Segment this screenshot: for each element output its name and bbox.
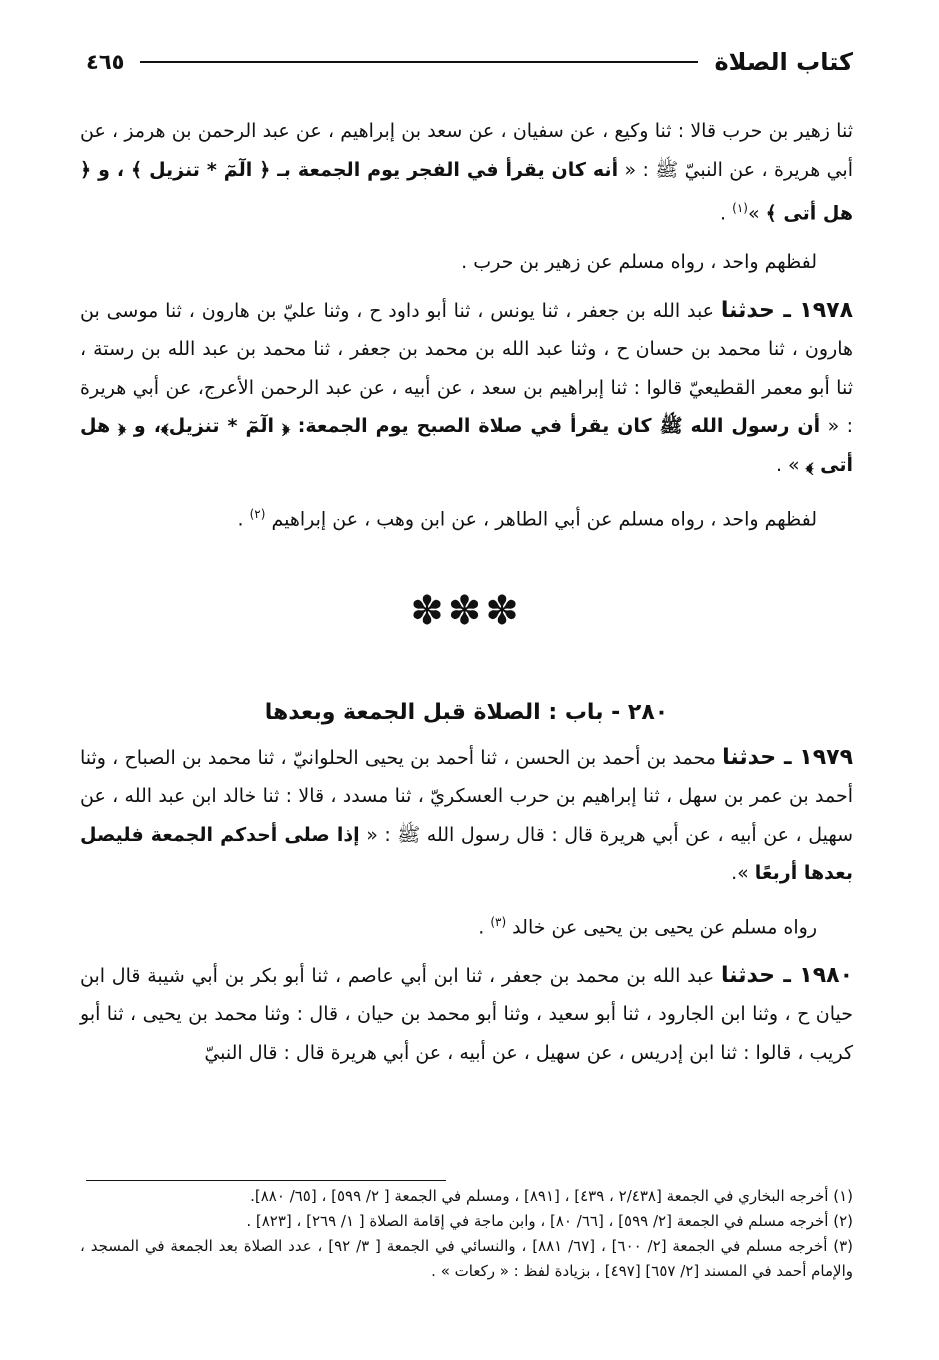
footnote-3: (٣) أخرجه مسلم في الجمعة [٢/ ٦٠٠] ، [٦٧/ ٨٨١] ، والنسائي في الجمعة [ ٣/ ٩٢] ، عدد الصلاة بعد الجمعة في المسجد ، والإمام أحمد في المسند [٢/ ٦٥٧] [٤٩٧] ، بزيادة لفظ : « ركعات » . — [80, 1237, 854, 1280]
commentary-text: لفظهم واحد ، رواه مسلم عن أبي الطاهر ، عن ابن وهب ، عن إبراهيم — [265, 508, 817, 530]
running-title: كتاب الصلاة — [714, 48, 853, 76]
commentary-text: رواه مسلم عن يحيى بن يحيى عن خالد — [506, 916, 817, 939]
footnote-ref-1[interactable]: (١) — [732, 201, 748, 216]
quote-close: » — [747, 202, 766, 225]
header-rule — [140, 61, 698, 63]
quote-close: » . — [775, 454, 806, 477]
footnote-1: (١) أخرجه البخاري في الجمعة [٢/٤٣٨ ، ٤٣٩] ، [٨٩١] ، ومسلم في الجمعة [ ٢/ ٥٩٩] ، [٦٥/ ٨٨٠]. — [250, 1187, 853, 1205]
main-text — [80, 112, 853, 1073]
sentence-end: . — [720, 202, 733, 225]
hadith-1980 — [80, 957, 853, 1073]
chain-text: عبد الله بن محمد بن جعفر ، ثنا ابن أبي عاصم ، ثنا أبو بكر بن أبي شيبة قال ابن حيان ح ، وثنا ابن الجارود ، ثنا أبو سعيد ، وثنا أبو محمد بن حيان ، قال : وثنا محمد بن يحيى ، ثنا أبو كريب ، قالوا : ثنا ابن إدريس ، عن سهيل ، عن أبيه ، عن أبي هريرة قال : قال النبيّ — [80, 964, 853, 1065]
page-header — [86, 42, 853, 82]
footnote-ref-2[interactable]: (٢) — [249, 506, 266, 521]
footnote-ref-3[interactable]: (٣) — [490, 914, 507, 929]
page-number: ٤٦٥ — [86, 50, 125, 74]
commentary-1: لفظهم واحد ، رواه مسلم عن زهير بن حرب . — [461, 251, 817, 274]
commentary-2 — [80, 495, 853, 539]
sentence-end: . — [478, 916, 491, 939]
sentence-end: . — [237, 508, 250, 530]
hadith-matn: إذا صلى أحدكم الجمعة فليصل بعدها أربعًا — [80, 823, 853, 885]
hadith-number: ١٩٨٠ ـ حدثنا — [720, 962, 854, 988]
hadith-matn: أن رسول الله ﷺ كان يقرأ في صلاة الصبح يوم الجمعة: ﴿ الٓمٓ * تنزيل﴾، و ﴿ هل أتى ﴾ — [80, 415, 853, 477]
hadith-continuation — [80, 112, 853, 233]
quote-close: ». — [731, 862, 755, 885]
section-separator: ✽✽✽ — [410, 587, 523, 634]
chain-text: محمد بن أحمد بن الحسن ، ثنا أحمد بن يحيى الحلوانيّ ، ثنا محمد بن الصباح ، وثنا أحمد بن عمر بن سهل ، ثنا إبراهيم بن حرب العسكريّ ، ثنا مسدد ، قالا : ثنا خالد ابن عبد الله ، عن سهيل ، عن أبيه ، عن أبي هريرة قال : قال رسول الله ﷺ : « — [80, 746, 853, 846]
chain-text: عبد الله بن جعفر ، ثنا يونس ، ثنا أبو داود ح ، وثنا عليّ بن هارون ، ثنا موسى بن هارون ، ثنا محمد بن حسان ح ، وثنا عبد الله بن محمد بن جعفر ، ثنا محمد بن عبد الله بن رستة ، ثنا أبو معمر القطيعيّ قالوا : ثنا إبراهيم بن سعد ، عن أبيه ، عن عبد الرحمن الأعرج، عن أبي هريرة : « — [80, 299, 853, 438]
hadith-number: ١٩٧٨ ـ حدثنا — [720, 297, 853, 323]
hadith-1978 — [80, 292, 853, 485]
hadith-number: ١٩٧٩ ـ حدثنا — [722, 744, 854, 770]
footnotes — [80, 1184, 853, 1284]
hadith-1979 — [80, 739, 853, 893]
footnote-2: (٢) أخرجه مسلم في الجمعة [٢/ ٥٩٩] ، [٦٦/ ٨٠] ، وابن ماجة في إقامة الصلاة [ ١/ ٢٦٩] ، [٨٢٣] . — [246, 1212, 853, 1230]
chain-text: ثنا زهير بن حرب قالا : ثنا وكيع ، عن سفيان ، عن سعد بن إبراهيم ، عن عبد الرحمن بن هرمز ، عن أبي هريرة ، عن النبيّ ﷺ : « — [80, 120, 853, 181]
commentary-3 — [80, 903, 853, 947]
footnote-rule — [86, 1180, 446, 1181]
hadith-matn: أنه كان يقرأ في الفجر يوم الجمعة بـ ﴿ الٓمٓ * تنزيل ﴾ ، و ﴿ هل أتى ﴾ — [80, 158, 853, 225]
chapter-heading: ٢٨٠ - باب : الصلاة قبل الجمعة وبعدها — [264, 699, 669, 725]
